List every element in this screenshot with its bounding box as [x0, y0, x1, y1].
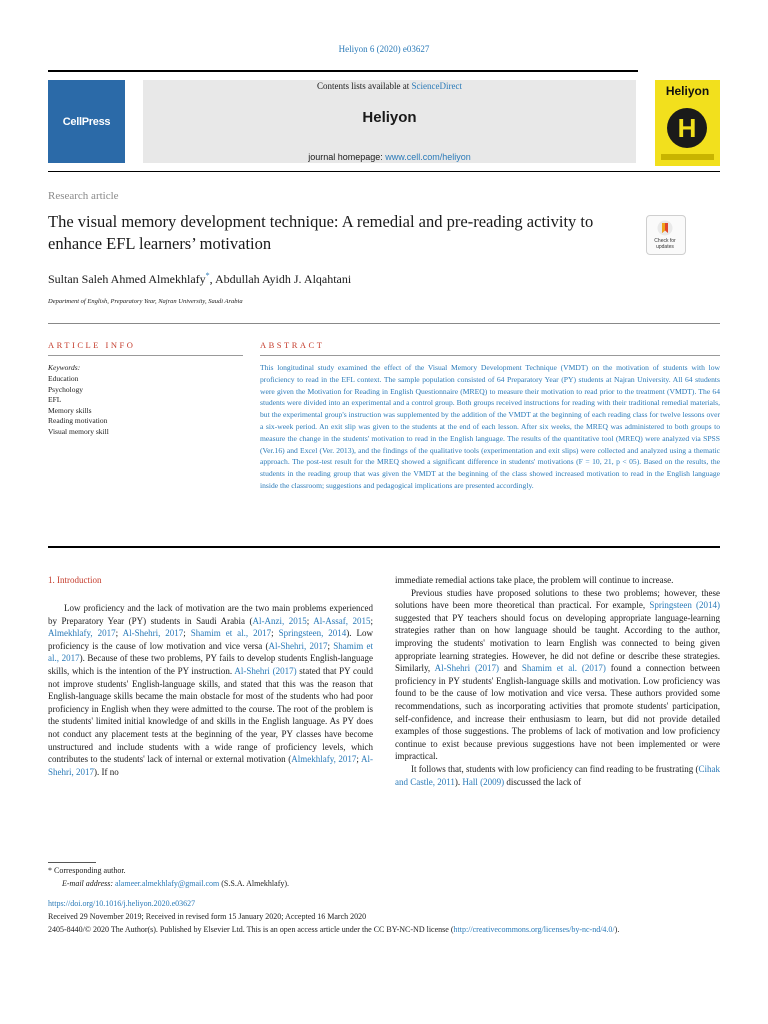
- text: found a connection between proficiency in PY students' English-language skills and motivation. Low proficiency was found to be the cause of low motivation and vice versa. These authors provided some recommendations, such as incorporating activities that promote students' participation, self-confidence, and increase their enthusiasm to learn, but did not provide detailed examples of those suggestions. The problems of lack of motivation and low proficiency continue to exist because previous suggestions have not been implemented or were impractical.: [395, 663, 720, 762]
- journal-reference[interactable]: Heliyon 6 (2020) e03627: [338, 44, 430, 54]
- contents-line: [143, 81, 636, 91]
- citation-link[interactable]: Al-Shehri (2017): [234, 665, 297, 676]
- abstract-text: This longitudinal study examined the effect of the Visual Memory Development Technique (VMDT) on the motivation of students with low proficiency to read in the EFL context. The sample population consisted of 64 Preparatory Year (PY) students at Najran University. All 64 students were given the Motivation for Reading in English Questionnaire (MREQ) to measure their motivation to read prior to the treatment (VMDT). The 64 students were divided into an experimental and a control group. Both groups received instructions for reading with their traditional remedial materials, but the experimental group's instruction was supplemented by the addition of the VMDT at the beginning of each reading class for twelve lessons over a six-week period. An exit slip was given to the students at the end of each lesson. After six weeks, the MREQ was administered to both groups to measure the change in the students' motivation to read in the English language. The results of the quantitative tool (MREQ) were analyzed via SPSS (Ver.16) and Excel (Ver. 2013), and the findings of the qualitative tools (experimentation and exit slips) were collected and analyzed using a thematic approach. The post-test result for the MREQ showed a significant difference in students' motivations (F = 10, 21, p < 05). Based on the results, the students in the reading group that was given the VMDT at the beginning of the class showed increased motivation to read in the English language inside the classroom; suggestions and pedagogical implications are presented accordingly.: [260, 363, 720, 490]
- citation-link[interactable]: Almekhlafy, 2017: [291, 754, 357, 765]
- doi-link[interactable]: https://doi.org/10.1016/j.heliyon.2020.e03627: [48, 899, 196, 908]
- header-rule: [48, 70, 638, 72]
- header-divider: [48, 323, 720, 324]
- email-suffix: (S.S.A. Almekhlafy).: [219, 879, 290, 888]
- text: Low proficiency and the lack of motivation are the two main problems experienced by Preparatory Year (PY) students in Saudi Arabia (: [48, 603, 373, 626]
- text: ;: [327, 640, 334, 651]
- author-1[interactable]: Sultan Saleh Ahmed Almekhlafy: [48, 272, 206, 286]
- journal-title: Heliyon: [362, 109, 417, 126]
- homepage-link[interactable]: www.cell.com/heliyon: [385, 152, 471, 162]
- paragraph: [395, 587, 720, 763]
- footnote-mark: *: [48, 866, 52, 875]
- footnote-rule: [48, 862, 96, 863]
- cover-title: Heliyon: [665, 84, 710, 98]
- citation-link[interactable]: Al-Shehri (2017): [434, 663, 500, 674]
- keyword-item: Education: [48, 374, 79, 383]
- copyright-text-end: ).: [614, 925, 620, 934]
- masthead-rule: [48, 171, 720, 172]
- citation-link[interactable]: Al-Shehri, 2017: [48, 754, 373, 777]
- text: ).: [454, 776, 463, 787]
- citation-link[interactable]: Al-Shehri, 2017: [268, 640, 328, 651]
- article-type: Research article: [48, 190, 119, 202]
- text: stated that PY could not improve students' English-language skills, and stated that this was the reason that English-language skills became the main obstacle for most of the students who had poor proficiency in English when they were admitted to the course. The root of the problem is the students' limited initial knowledge of and skills in the English language. As PY does not conduct any placement tests at the beginning of the year, PY classes have become unstructured and include students with a wide range of proficiency levels, which contributes to the students' lack of internal or external motivation (: [48, 665, 373, 765]
- article-title: The visual memory development technique: A remedial and pre-reading activity to enhance EFL learners’ motivation: [48, 212, 594, 253]
- email-link[interactable]: alameer.almekhlafy@gmail.com: [115, 879, 220, 888]
- email-footnote: [62, 879, 289, 888]
- check-for-updates-label: Check for updates: [654, 238, 676, 250]
- bookmark-update-icon: [657, 220, 673, 236]
- contents-prefix: Contents lists available at: [317, 81, 412, 91]
- received-dates: Received 29 November 2019; Received in revised form 15 January 2020; Accepted 16 March 2020: [48, 912, 367, 921]
- text: discussed the lack of: [504, 776, 582, 787]
- text: suggested that PY teachers should focus on developing appropriate language-learning strategies rather than on how language should be taught. According to the author, improving the students' motivation to learn English was connected to being given appropriate learning strategies. However, he did not define or describe these strategies. Similarly,: [395, 612, 720, 674]
- article-info-heading: ARTICLE INFO: [48, 340, 136, 350]
- text: ;: [370, 615, 373, 626]
- citation-link[interactable]: Al-Shehri, 2017: [122, 628, 184, 639]
- abstract-heading: ABSTRACT: [260, 340, 325, 350]
- text: It follows that, students with low proficiency can find reading to be frustrating (: [411, 763, 699, 774]
- citation-link[interactable]: Shamim et al., 2017: [48, 640, 373, 664]
- keyword-item: Visual memory skill: [48, 426, 109, 436]
- section-heading-introduction: 1. Introduction: [48, 575, 102, 585]
- corresponding-author-mark[interactable]: *: [205, 271, 210, 280]
- copyright-notice: [48, 924, 720, 936]
- text: ). Because of these two problems, PY fails to develop students English-language skills, which is the intention of the PY instruction.: [48, 653, 373, 676]
- citation-link[interactable]: Al-Assaf, 2015: [313, 615, 371, 626]
- paragraph: [48, 602, 373, 778]
- citation-link[interactable]: Cihak and Castle, 2011: [395, 763, 720, 787]
- abstract-rule: [260, 355, 720, 356]
- text: ;: [183, 628, 191, 639]
- text: ). If no: [94, 766, 119, 777]
- article-info-rule: [48, 355, 243, 356]
- copyright-text: 2405-8440/© 2020 The Author(s). Published by Elsevier Ltd. This is an open access article under the CC BY-NC-ND license (: [48, 925, 454, 934]
- keyword-item: Memory skills: [48, 405, 92, 415]
- paragraph: immediate remedial actions take place, the problem will continue to increase.: [395, 575, 674, 585]
- cellpress-logo: CellPress: [48, 80, 125, 163]
- keyword-item: EFL: [48, 395, 62, 404]
- author-list: [48, 271, 351, 287]
- cover-footer-bar: [661, 154, 714, 160]
- body-column-right: [395, 574, 720, 788]
- text: ;: [115, 628, 123, 639]
- footnote-text: Corresponding author.: [54, 866, 126, 875]
- citation-link[interactable]: Hall (2009): [462, 776, 505, 787]
- text: and: [499, 663, 522, 674]
- keyword-item: Psychology: [48, 384, 84, 394]
- body-divider: [48, 546, 720, 548]
- corresponding-footnote: [48, 866, 126, 875]
- body-column-left: [48, 602, 373, 778]
- text: ). Low proficiency is the cause of low motivation and vice versa (: [48, 628, 373, 651]
- homepage-line: [143, 152, 636, 162]
- text: ;: [271, 628, 279, 639]
- citation-link[interactable]: Al-Anzi, 2015: [252, 615, 307, 626]
- license-link[interactable]: http://creativecommons.org/licenses/by-nc-nd/4.0/: [453, 925, 615, 934]
- cover-logo-icon: H: [667, 108, 707, 148]
- keyword-list: [48, 374, 109, 437]
- text: Previous studies have proposed solutions to these two problems; however, these solutions have been more theoretical than practical. For example,: [395, 587, 720, 611]
- sciencedirect-link[interactable]: ScienceDirect: [411, 81, 462, 91]
- citation-link[interactable]: Shamim et al., 2017: [190, 628, 272, 639]
- text: ;: [356, 754, 361, 765]
- citation-link[interactable]: Springsteen, 2014: [278, 628, 347, 639]
- paragraph: [395, 763, 720, 788]
- text: ;: [306, 615, 314, 626]
- keywords-label: Keywords:: [48, 363, 81, 372]
- affiliation: Department of English, Preparatory Year, Najran University, Saudi Arabia: [48, 298, 243, 305]
- citation-link[interactable]: Springsteen (2014): [649, 600, 720, 611]
- author-2[interactable]: , Abdullah Ayidh J. Alqahtani: [209, 272, 352, 286]
- citation-link[interactable]: Shamim et al. (2017): [521, 663, 606, 674]
- citation-link[interactable]: Almekhlafy, 2017: [48, 628, 116, 639]
- email-label: E-mail address:: [62, 879, 114, 888]
- homepage-prefix: journal homepage:: [308, 152, 386, 162]
- keyword-item: Reading motivation: [48, 416, 108, 425]
